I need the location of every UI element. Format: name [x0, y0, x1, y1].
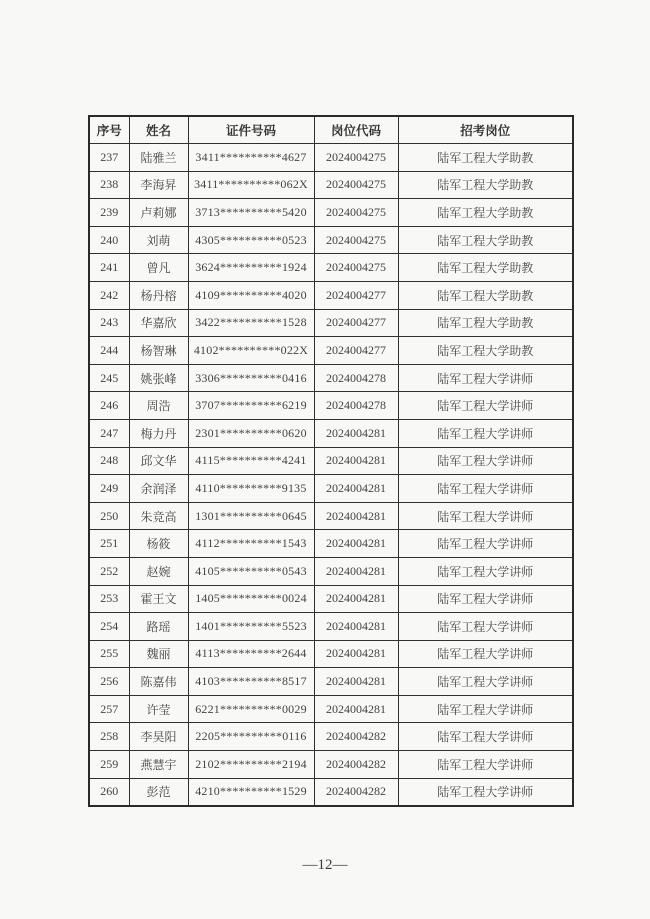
- cell-id-number: 4210**********1529: [188, 778, 314, 806]
- cell-name: 魏丽: [129, 640, 188, 668]
- table-row: [89, 530, 573, 558]
- cell-name: 周浩: [129, 392, 188, 420]
- cell-serial-number: 248: [89, 447, 129, 475]
- table-row: [89, 668, 573, 696]
- cell-position-code: 2024004281: [314, 585, 398, 613]
- table-row: [89, 475, 573, 503]
- cell-name: 霍王文: [129, 585, 188, 613]
- cell-serial-number: 259: [89, 751, 129, 779]
- cell-position-code: 2024004281: [314, 502, 398, 530]
- cell-position-code: 2024004277: [314, 309, 398, 337]
- cell-id-number: 3624**********1924: [188, 254, 314, 282]
- cell-position-code: 2024004277: [314, 281, 398, 309]
- cell-position-code: 2024004275: [314, 171, 398, 199]
- cell-position-code: 2024004275: [314, 144, 398, 172]
- cell-position-code: 2024004278: [314, 392, 398, 420]
- cell-recruitment-position: 陆军工程大学讲师: [398, 585, 573, 613]
- cell-serial-number: 260: [89, 778, 129, 806]
- cell-name: 刘萌: [129, 226, 188, 254]
- cell-recruitment-position: 陆军工程大学助教: [398, 171, 573, 199]
- cell-recruitment-position: 陆军工程大学助教: [398, 337, 573, 365]
- cell-serial-number: 242: [89, 281, 129, 309]
- cell-recruitment-position: 陆军工程大学讲师: [398, 419, 573, 447]
- cell-id-number: 4109**********4020: [188, 281, 314, 309]
- cell-position-code: 2024004282: [314, 723, 398, 751]
- table-row: [89, 585, 573, 613]
- cell-recruitment-position: 陆军工程大学讲师: [398, 613, 573, 641]
- header-id-number: 证件号码: [188, 116, 314, 144]
- page-number: —12—: [302, 857, 348, 873]
- cell-position-code: 2024004281: [314, 613, 398, 641]
- header-serial-number: 序号: [89, 116, 129, 144]
- table-row: [89, 337, 573, 365]
- cell-recruitment-position: 陆军工程大学助教: [398, 281, 573, 309]
- cell-name: 卢莉娜: [129, 199, 188, 227]
- table-row: [89, 199, 573, 227]
- cell-serial-number: 257: [89, 695, 129, 723]
- cell-recruitment-position: 陆军工程大学讲师: [398, 557, 573, 585]
- table-row: [89, 309, 573, 337]
- cell-recruitment-position: 陆军工程大学讲师: [398, 695, 573, 723]
- cell-name: 许莹: [129, 695, 188, 723]
- cell-id-number: 3411**********4627: [188, 144, 314, 172]
- cell-id-number: 4115**********4241: [188, 447, 314, 475]
- cell-id-number: 6221**********0029: [188, 695, 314, 723]
- cell-recruitment-position: 陆军工程大学助教: [398, 254, 573, 282]
- cell-serial-number: 253: [89, 585, 129, 613]
- cell-serial-number: 251: [89, 530, 129, 558]
- cell-position-code: 2024004281: [314, 557, 398, 585]
- cell-recruitment-position: 陆军工程大学讲师: [398, 530, 573, 558]
- cell-name: 陈嘉伟: [129, 668, 188, 696]
- cell-name: 梅力丹: [129, 419, 188, 447]
- cell-position-code: 2024004275: [314, 199, 398, 227]
- cell-serial-number: 247: [89, 419, 129, 447]
- cell-serial-number: 255: [89, 640, 129, 668]
- cell-id-number: 4110**********9135: [188, 475, 314, 503]
- cell-id-number: 3422**********1528: [188, 309, 314, 337]
- cell-name: 杨筱: [129, 530, 188, 558]
- cell-recruitment-position: 陆军工程大学助教: [398, 309, 573, 337]
- cell-serial-number: 258: [89, 723, 129, 751]
- cell-recruitment-position: 陆军工程大学讲师: [398, 723, 573, 751]
- table-row: [89, 144, 573, 172]
- cell-serial-number: 246: [89, 392, 129, 420]
- cell-position-code: 2024004277: [314, 337, 398, 365]
- cell-recruitment-position: 陆军工程大学讲师: [398, 502, 573, 530]
- cell-serial-number: 244: [89, 337, 129, 365]
- table-row: [89, 557, 573, 585]
- cell-id-number: 2102**********2194: [188, 751, 314, 779]
- cell-position-code: 2024004278: [314, 364, 398, 392]
- cell-id-number: 3707**********6219: [188, 392, 314, 420]
- cell-name: 杨丹榕: [129, 281, 188, 309]
- cell-id-number: 4105**********0543: [188, 557, 314, 585]
- cell-serial-number: 249: [89, 475, 129, 503]
- header-position-code: 岗位代码: [314, 116, 398, 144]
- cell-id-number: 4103**********8517: [188, 668, 314, 696]
- cell-id-number: 4102**********022X: [188, 337, 314, 365]
- cell-name: 姚张峰: [129, 364, 188, 392]
- cell-serial-number: 237: [89, 144, 129, 172]
- cell-serial-number: 254: [89, 613, 129, 641]
- cell-position-code: 2024004281: [314, 695, 398, 723]
- cell-serial-number: 238: [89, 171, 129, 199]
- cell-id-number: 3713**********5420: [188, 199, 314, 227]
- cell-position-code: 2024004281: [314, 530, 398, 558]
- cell-name: 路瑶: [129, 613, 188, 641]
- cell-id-number: 2301**********0620: [188, 419, 314, 447]
- cell-name: 彭范: [129, 778, 188, 806]
- cell-position-code: 2024004281: [314, 447, 398, 475]
- cell-name: 曾凡: [129, 254, 188, 282]
- cell-serial-number: 241: [89, 254, 129, 282]
- cell-id-number: 2205**********0116: [188, 723, 314, 751]
- table-row: [89, 254, 573, 282]
- cell-name: 赵婉: [129, 557, 188, 585]
- header-recruitment-position: 招考岗位: [398, 116, 573, 144]
- cell-recruitment-position: 陆军工程大学讲师: [398, 475, 573, 503]
- cell-position-code: 2024004281: [314, 419, 398, 447]
- cell-name: 李海昇: [129, 171, 188, 199]
- cell-position-code: 2024004281: [314, 640, 398, 668]
- table-row: [89, 695, 573, 723]
- applicant-roster-table: [88, 115, 574, 807]
- cell-recruitment-position: 陆军工程大学讲师: [398, 778, 573, 806]
- table-row: [89, 640, 573, 668]
- cell-id-number: 3306**********0416: [188, 364, 314, 392]
- cell-name: 杨智琳: [129, 337, 188, 365]
- cell-name: 李昊阳: [129, 723, 188, 751]
- cell-recruitment-position: 陆军工程大学讲师: [398, 668, 573, 696]
- cell-position-code: 2024004282: [314, 778, 398, 806]
- cell-id-number: 4113**********2644: [188, 640, 314, 668]
- table-row: [89, 364, 573, 392]
- cell-name: 燕慧宇: [129, 751, 188, 779]
- cell-name: 朱竞高: [129, 502, 188, 530]
- cell-serial-number: 250: [89, 502, 129, 530]
- table-row: [89, 447, 573, 475]
- cell-recruitment-position: 陆军工程大学助教: [398, 226, 573, 254]
- cell-name: 陆雅兰: [129, 144, 188, 172]
- cell-id-number: 1301**********0645: [188, 502, 314, 530]
- table-row: [89, 392, 573, 420]
- cell-position-code: 2024004282: [314, 751, 398, 779]
- cell-recruitment-position: 陆军工程大学讲师: [398, 364, 573, 392]
- table-row: [89, 778, 573, 806]
- cell-position-code: 2024004281: [314, 668, 398, 696]
- cell-name: 余润泽: [129, 475, 188, 503]
- cell-recruitment-position: 陆军工程大学讲师: [398, 640, 573, 668]
- cell-recruitment-position: 陆军工程大学讲师: [398, 392, 573, 420]
- cell-recruitment-position: 陆军工程大学助教: [398, 144, 573, 172]
- table-row: [89, 751, 573, 779]
- cell-name: 华嘉欣: [129, 309, 188, 337]
- cell-id-number: 4305**********0523: [188, 226, 314, 254]
- cell-serial-number: 239: [89, 199, 129, 227]
- table-row: [89, 723, 573, 751]
- table-body: [89, 144, 573, 807]
- cell-serial-number: 252: [89, 557, 129, 585]
- cell-serial-number: 240: [89, 226, 129, 254]
- cell-id-number: 1405**********0024: [188, 585, 314, 613]
- cell-recruitment-position: 陆军工程大学讲师: [398, 447, 573, 475]
- header-name: 姓名: [129, 116, 188, 144]
- table-row: [89, 419, 573, 447]
- table-row: [89, 281, 573, 309]
- cell-position-code: 2024004275: [314, 226, 398, 254]
- table-row: [89, 502, 573, 530]
- cell-serial-number: 243: [89, 309, 129, 337]
- table-row: [89, 613, 573, 641]
- cell-position-code: 2024004275: [314, 254, 398, 282]
- cell-id-number: 1401**********5523: [188, 613, 314, 641]
- cell-recruitment-position: 陆军工程大学讲师: [398, 751, 573, 779]
- cell-id-number: 4112**********1543: [188, 530, 314, 558]
- cell-id-number: 3411**********062X: [188, 171, 314, 199]
- cell-serial-number: 245: [89, 364, 129, 392]
- cell-position-code: 2024004281: [314, 475, 398, 503]
- table-header-row: [89, 116, 573, 144]
- table-row: [89, 226, 573, 254]
- table-row: [89, 171, 573, 199]
- cell-serial-number: 256: [89, 668, 129, 696]
- cell-recruitment-position: 陆军工程大学助教: [398, 199, 573, 227]
- cell-name: 邱文华: [129, 447, 188, 475]
